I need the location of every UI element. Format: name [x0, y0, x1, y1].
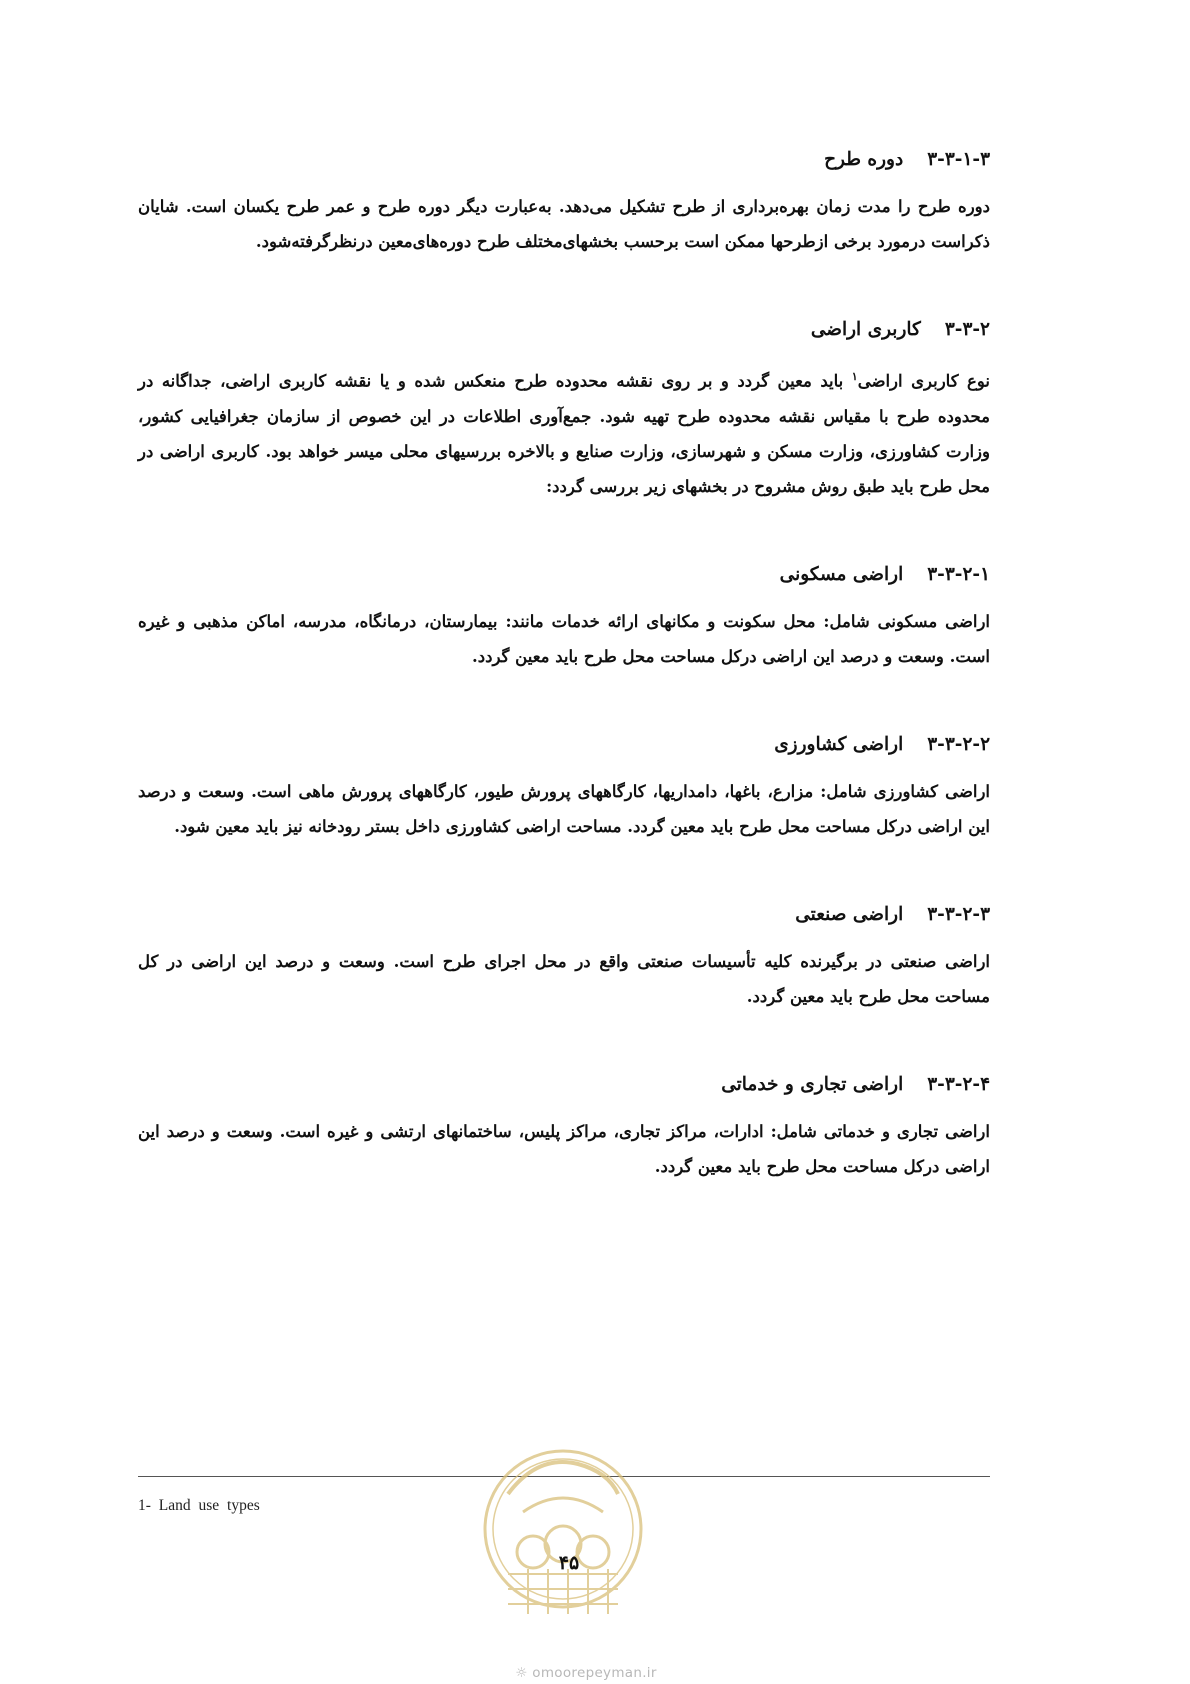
section-agricultural-land — [138, 730, 990, 844]
section-number: ۳-۳-۱-۳ — [927, 149, 990, 170]
section-paragraph: دوره طرح را مدت زمان بهره‌برداری از طرح تشکیل می‌دهد. به‌عبارت دیگر دوره طرح و عمر طرح یکسان است. شایان ذکراست درمورد برخی ازطرحها ممکن است برحسب بخشهای‌مختلف طرح دوره‌های‌معین درنظرگرفته‌شود. — [138, 197, 990, 251]
section-number: ۳-۳-۲-۱ — [927, 563, 990, 585]
section-title: اراضی صنعتی — [795, 903, 904, 925]
section-commercial-land — [138, 1070, 990, 1184]
section-heading — [138, 730, 990, 760]
section-plan-period — [138, 145, 990, 259]
section-title: اراضی تجاری و خدماتی — [721, 1073, 904, 1095]
section-number: ۳-۳-۲-۲ — [927, 733, 990, 755]
watermark-text: omoorepeyman.ir — [532, 1665, 657, 1681]
site-watermark: ☼ omoorepeyman.ir — [515, 1665, 657, 1681]
section-land-use — [138, 315, 990, 504]
section-paragraph: اراضی مسکونی شامل: محل سکونت و مکانهای ارائه خدمات مانند: بیمارستان، درمانگاه، مدرسه، اماکن مذهبی و غیره است. وسعت و درصد این اراضی درکل مساحت محل طرح باید معین گردد. — [138, 611, 990, 666]
section-heading — [138, 560, 990, 590]
paragraph-text: باید معین گردد و بر روی نقشه محدوده طرح منعکس شده و یا نقشه کاربری اراضی، جداگانه در محدوده طرح با مقیاس نقشه محدوده طرح تهیه شود. جمع‌آوری اطلاعات در این خصوص از سازمان جغرافیایی کشور، وزارت کشاورزی، وزارت مسکن و شهرسازی، وزارت صنایع و بالاخره بررسیهای محلی میسر خواهد بود. کاربری اراضی در محل طرح باید طبق روش مشروح در بخشهای زیر بررسی گردد: — [138, 371, 990, 496]
section-number: ۳-۳-۲-۴ — [927, 1073, 990, 1095]
section-title: اراضی مسکونی — [779, 563, 904, 585]
section-industrial-land — [138, 900, 990, 1014]
footnote: 1- Land use types — [138, 1497, 260, 1514]
section-title: دوره طرح — [824, 149, 904, 170]
seal-watermark-icon — [478, 1424, 648, 1639]
section-paragraph: اراضی تجاری و خدماتی شامل: ادارات، مراکز تجاری، مراکز پلیس، ساختمانهای ارتشی و غیره است. وسعت و درصد این اراضی درکل مساحت محل طرح باید معین گردد. — [138, 1121, 990, 1176]
section-paragraph — [138, 359, 990, 504]
section-title: کاربری اراضی — [810, 319, 921, 340]
section-heading — [138, 1070, 990, 1100]
footnote-marker: ۱ — [851, 370, 858, 383]
section-number: ۳-۳-۲ — [944, 319, 990, 340]
section-paragraph: اراضی کشاورزی شامل: مزارع، باغها، دامداریها، کارگاههای پرورش طیور، کارگاههای پرورش ماهی است. وسعت و درصد این اراضی درکل مساحت محل طرح باید معین گردد. مساحت اراضی کشاورزی داخل بستر رودخانه نیز باید معین شود. — [138, 781, 990, 836]
section-heading — [138, 145, 990, 175]
section-heading — [138, 900, 990, 930]
section-heading — [138, 315, 990, 345]
section-paragraph: اراضی صنعتی در برگیرنده کلیه تأسیسات صنعتی واقع در محل اجرای طرح است. وسعت و درصد این اراضی در کل مساحت محل طرح باید معین گردد. — [138, 951, 990, 1006]
paragraph-text: نوع کاربری اراضی — [857, 371, 991, 391]
section-title: اراضی کشاورزی — [774, 733, 904, 755]
document-body — [138, 145, 990, 1240]
page-number: ۴۵ — [558, 1552, 580, 1574]
section-number: ۳-۳-۲-۳ — [927, 903, 990, 925]
section-residential-land — [138, 560, 990, 674]
